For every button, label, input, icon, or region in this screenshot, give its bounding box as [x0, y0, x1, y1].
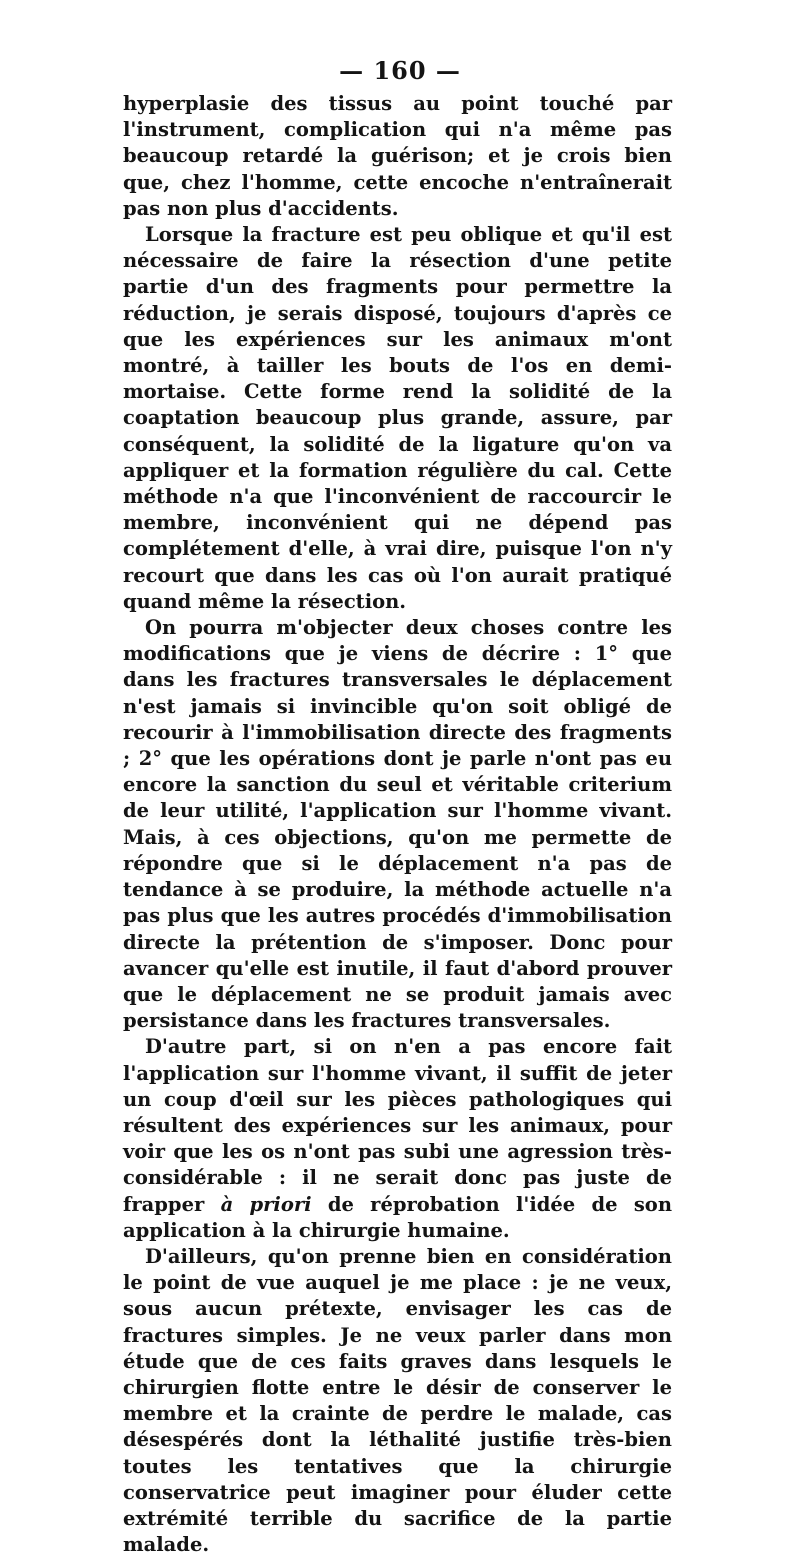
paragraph-living-application — [123, 1034, 672, 1244]
page-number: — 160 — — [339, 56, 461, 85]
paragraph-objections: On pourra m'objecter deux choses contre les modifications que je viens de décrire : 1° que dans les fractures transversales le déplacement n'est jamais si invincible qu'on soit obligé de recourir à l'immobilisation directe des fragments ; 2° que les opérations dont je parle n'ont pas eu encore la sanction du seul et véritable criterium de leur utilité, l'application sur l'homme vivant. Mais, à ces objections, qu'on me permette de répondre que si le déplacement n'a pas de tendance à se produire, la méthode actuelle n'a pas plus que les autres procédés d'immobilisation directe la prétention de s'imposer. Donc pour avancer qu'elle est inutile, il faut d'abord prouver que le déplacement ne se produit jamais avec persistance dans les fractures transversales. — [123, 616, 672, 1033]
paragraph-continuation: hyperplasie des tissus au point touché par l'instrument, complication qui n'a même pas beaucoup retardé la guérison; et je crois bien que, chez l'homme, cette encoche n'entraînerait pas non plus d'accidents. — [123, 92, 672, 220]
paragraph-text-after-italic: de réprobation l'idée de son application à la chirurgie humaine. — [123, 1192, 672, 1242]
body-text — [123, 91, 672, 1558]
paragraph-point-of-view: D'ailleurs, qu'on prenne bien en considération le point de vue auquel je me place : je ne veux, sous aucun prétexte, envisager les cas de fractures simples. Je ne veux parler dans mon étude que de ces faits graves dans lesquels le chirurgien flotte entre le désir de conserver le membre et la crainte de perdre le malade, cas désespérés dont la léthalité justifie très-bien toutes les tentatives que la chirurgie conservatrice peut imaginer pour éluder cette extrémité terrible du sacrifice de la partie malade. — [123, 1244, 672, 1557]
italic-a-priori: à priori — [220, 1192, 312, 1216]
paragraph-text-before-italic: D'autre part, si on n'en a pas encore fait l'application sur l'homme vivant, il suffit de jeter un coup d'œil sur les pièces pathologiques qui résultent des expériences sur les animaux, pour voir que les os n'ont pas subi une agression très-considérable : il ne serait donc pas juste de frapper — [123, 1035, 672, 1216]
paragraph-resection: Lorsque la fracture est peu oblique et qu'il est nécessaire de faire la résection d'une petite partie d'un des fragments pour permettre la réduction, je serais disposé, toujours d'après ce que les expériences sur les animaux m'ont montré, à tailler les bouts de l'os en demi-mortaise. Cette forme rend la solidité de la coaptation beaucoup plus grande, assure, par conséquent, la solidité de la ligature qu'on va appliquer et la formation régulière du cal. Cette méthode n'a que l'inconvénient de raccourcir le membre, inconvénient qui ne dépend pas complétement d'elle, à vrai dire, puisque l'on n'y recourt que dans les cas où l'on aurait pratiqué quand même la résection. — [123, 223, 672, 613]
